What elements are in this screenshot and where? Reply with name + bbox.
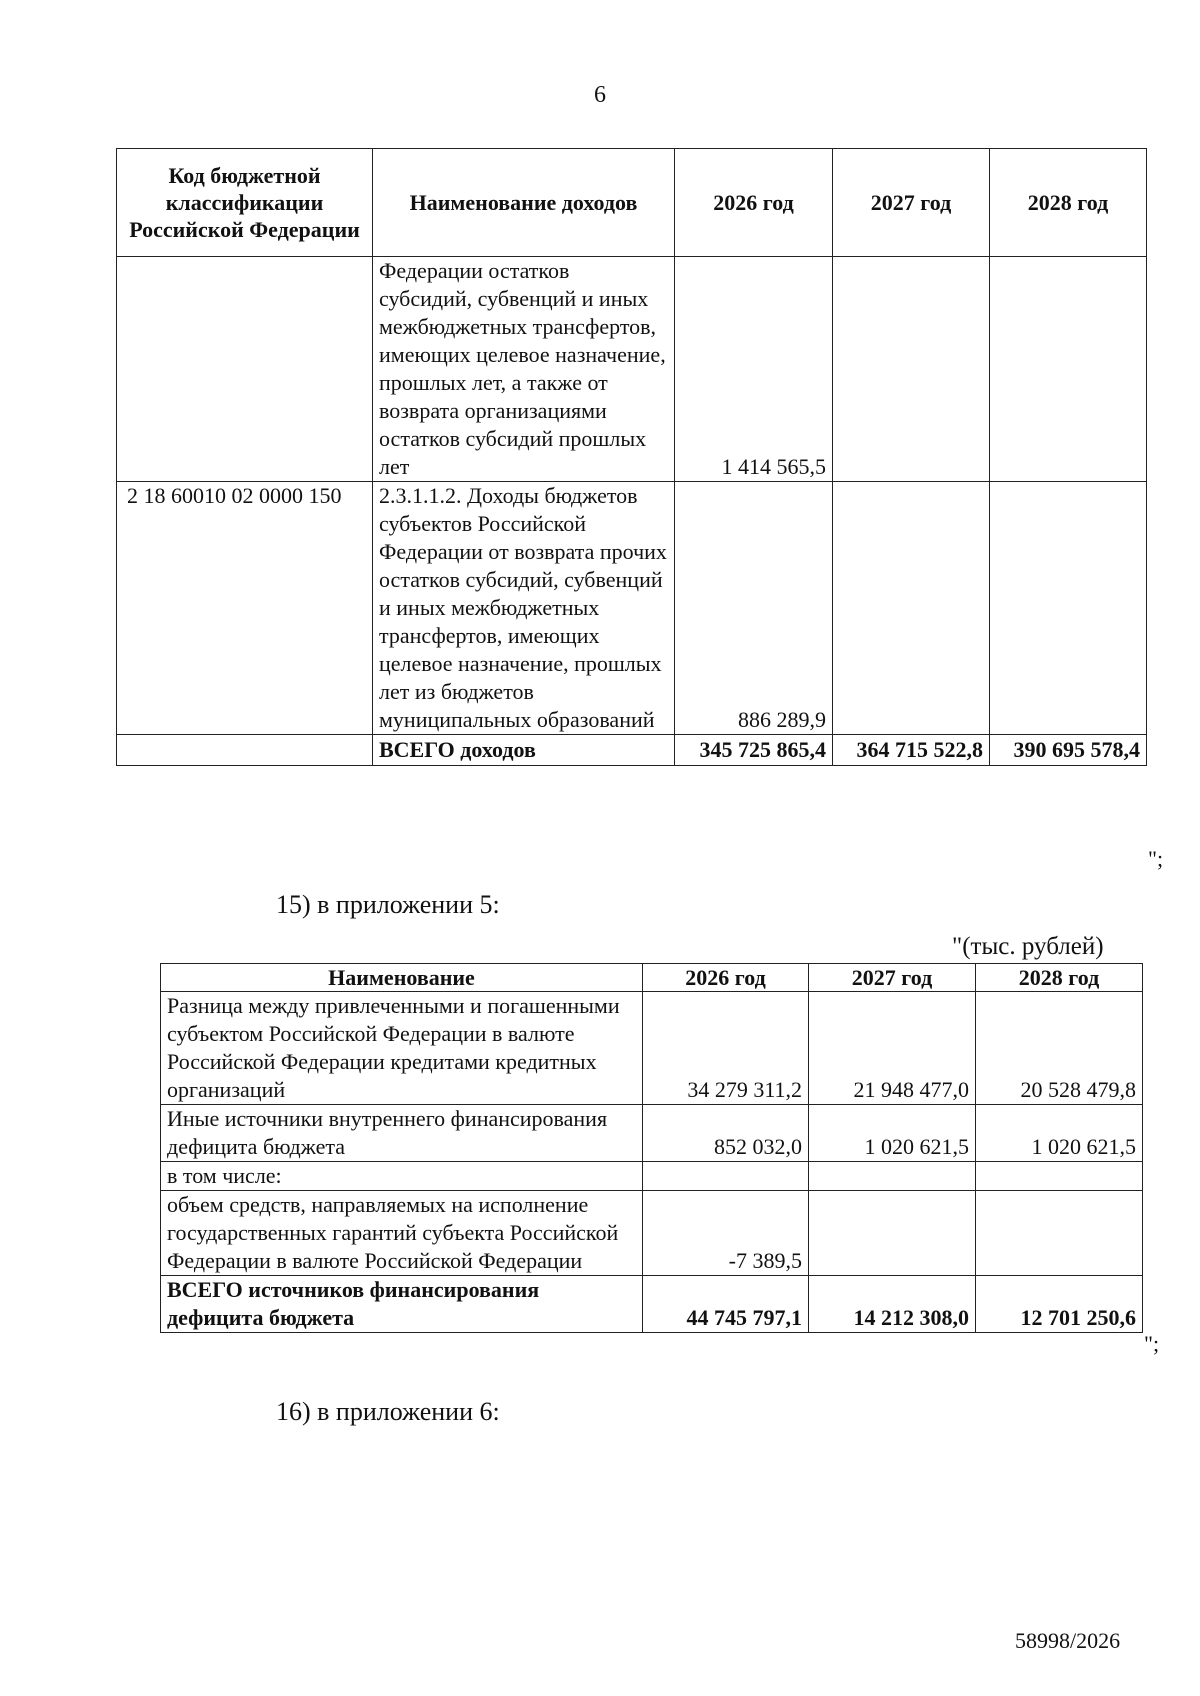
- total-code: [117, 735, 373, 766]
- table-row: [117, 482, 1147, 735]
- total-label: ВСЕГО доходов: [373, 735, 675, 766]
- row-2028: [990, 257, 1147, 482]
- header-2028: 2028 год: [976, 964, 1143, 992]
- row-2026: 34 279 311,2: [643, 992, 809, 1105]
- row-2026: [643, 1162, 809, 1191]
- row-2026: 1 414 565,5: [675, 257, 833, 482]
- income-table: [116, 148, 1147, 766]
- header-2026: 2026 год: [643, 964, 809, 992]
- row-name: объем средств, направляемых на исполнение государственных гарантий субъекта Российской Федерации в валюте Российской Федерации: [161, 1191, 643, 1276]
- table-row: [161, 1191, 1143, 1276]
- header-name: Наименование: [161, 964, 643, 992]
- row-name: 2.3.1.1.2. Доходы бюджетов субъектов Российской Федерации от возврата прочих остатков субсидий, субвенций и иных межбюджетных трансфертов, имеющих целевое назначение, прошлых лет из бюджетов муниципальных образований: [373, 482, 675, 735]
- page-number: 6: [594, 82, 606, 108]
- total-2027: 364 715 522,8: [833, 735, 990, 766]
- row-2027: [833, 257, 990, 482]
- table-row: [161, 1105, 1143, 1162]
- row-2028: 1 020 621,5: [976, 1105, 1143, 1162]
- table-row: [161, 992, 1143, 1105]
- header-name: Наименование доходов: [373, 149, 675, 257]
- header-2028: 2028 год: [990, 149, 1147, 257]
- quote-close: ";: [1148, 846, 1164, 871]
- row-2027: [809, 1191, 976, 1276]
- row-code: [117, 257, 373, 482]
- financing-table: [160, 963, 1143, 1333]
- total-label: ВСЕГО источников финансирования дефицита бюджета: [161, 1276, 643, 1333]
- financing-table-header: [161, 964, 1143, 992]
- header-2027: 2027 год: [833, 149, 990, 257]
- row-2026: 886 289,9: [675, 482, 833, 735]
- row-name: Федерации остатков субсидий, субвенций и иных межбюджетных трансфертов, имеющих целевое назначение, прошлых лет, а также от возврата организациями остатков субсидий прошлых лет: [373, 257, 675, 482]
- header-2026: 2026 год: [675, 149, 833, 257]
- total-row: [161, 1276, 1143, 1333]
- header-2027: 2027 год: [809, 964, 976, 992]
- total-2028: 12 701 250,6: [976, 1276, 1143, 1333]
- section-15-heading: 15) в приложении 5:: [276, 890, 500, 919]
- row-name: Иные источники внутреннего финансирования дефицита бюджета: [161, 1105, 643, 1162]
- row-2027: 1 020 621,5: [809, 1105, 976, 1162]
- row-2026: 852 032,0: [643, 1105, 809, 1162]
- row-2027: [809, 1162, 976, 1191]
- total-2026: 345 725 865,4: [675, 735, 833, 766]
- income-table-header: [117, 149, 1147, 257]
- row-2026: -7 389,5: [643, 1191, 809, 1276]
- row-2027: 21 948 477,0: [809, 992, 976, 1105]
- total-2028: 390 695 578,4: [990, 735, 1147, 766]
- row-2028: [976, 1191, 1143, 1276]
- document-id: 58998/2026: [1015, 1628, 1121, 1653]
- table-row: [161, 1162, 1143, 1191]
- quote-close: ";: [1144, 1331, 1160, 1356]
- row-2028: [990, 482, 1147, 735]
- table-row: [117, 257, 1147, 482]
- total-2026: 44 745 797,1: [643, 1276, 809, 1333]
- row-code: 2 18 60010 02 0000 150: [117, 482, 373, 735]
- row-2028: [976, 1162, 1143, 1191]
- section-16-heading: 16) в приложении 6:: [276, 1397, 500, 1426]
- header-code: Код бюджетной классификации Российской Федерации: [117, 149, 373, 257]
- row-name: Разница между привлеченными и погашенными субъектом Российской Федерации в валюте Российской Федерации кредитами кредитных организаций: [161, 992, 643, 1105]
- total-row: [117, 735, 1147, 766]
- row-name: в том числе:: [161, 1162, 643, 1191]
- unit-label: "(тыс. рублей): [952, 933, 1104, 960]
- row-2028: 20 528 479,8: [976, 992, 1143, 1105]
- total-2027: 14 212 308,0: [809, 1276, 976, 1333]
- row-2027: [833, 482, 990, 735]
